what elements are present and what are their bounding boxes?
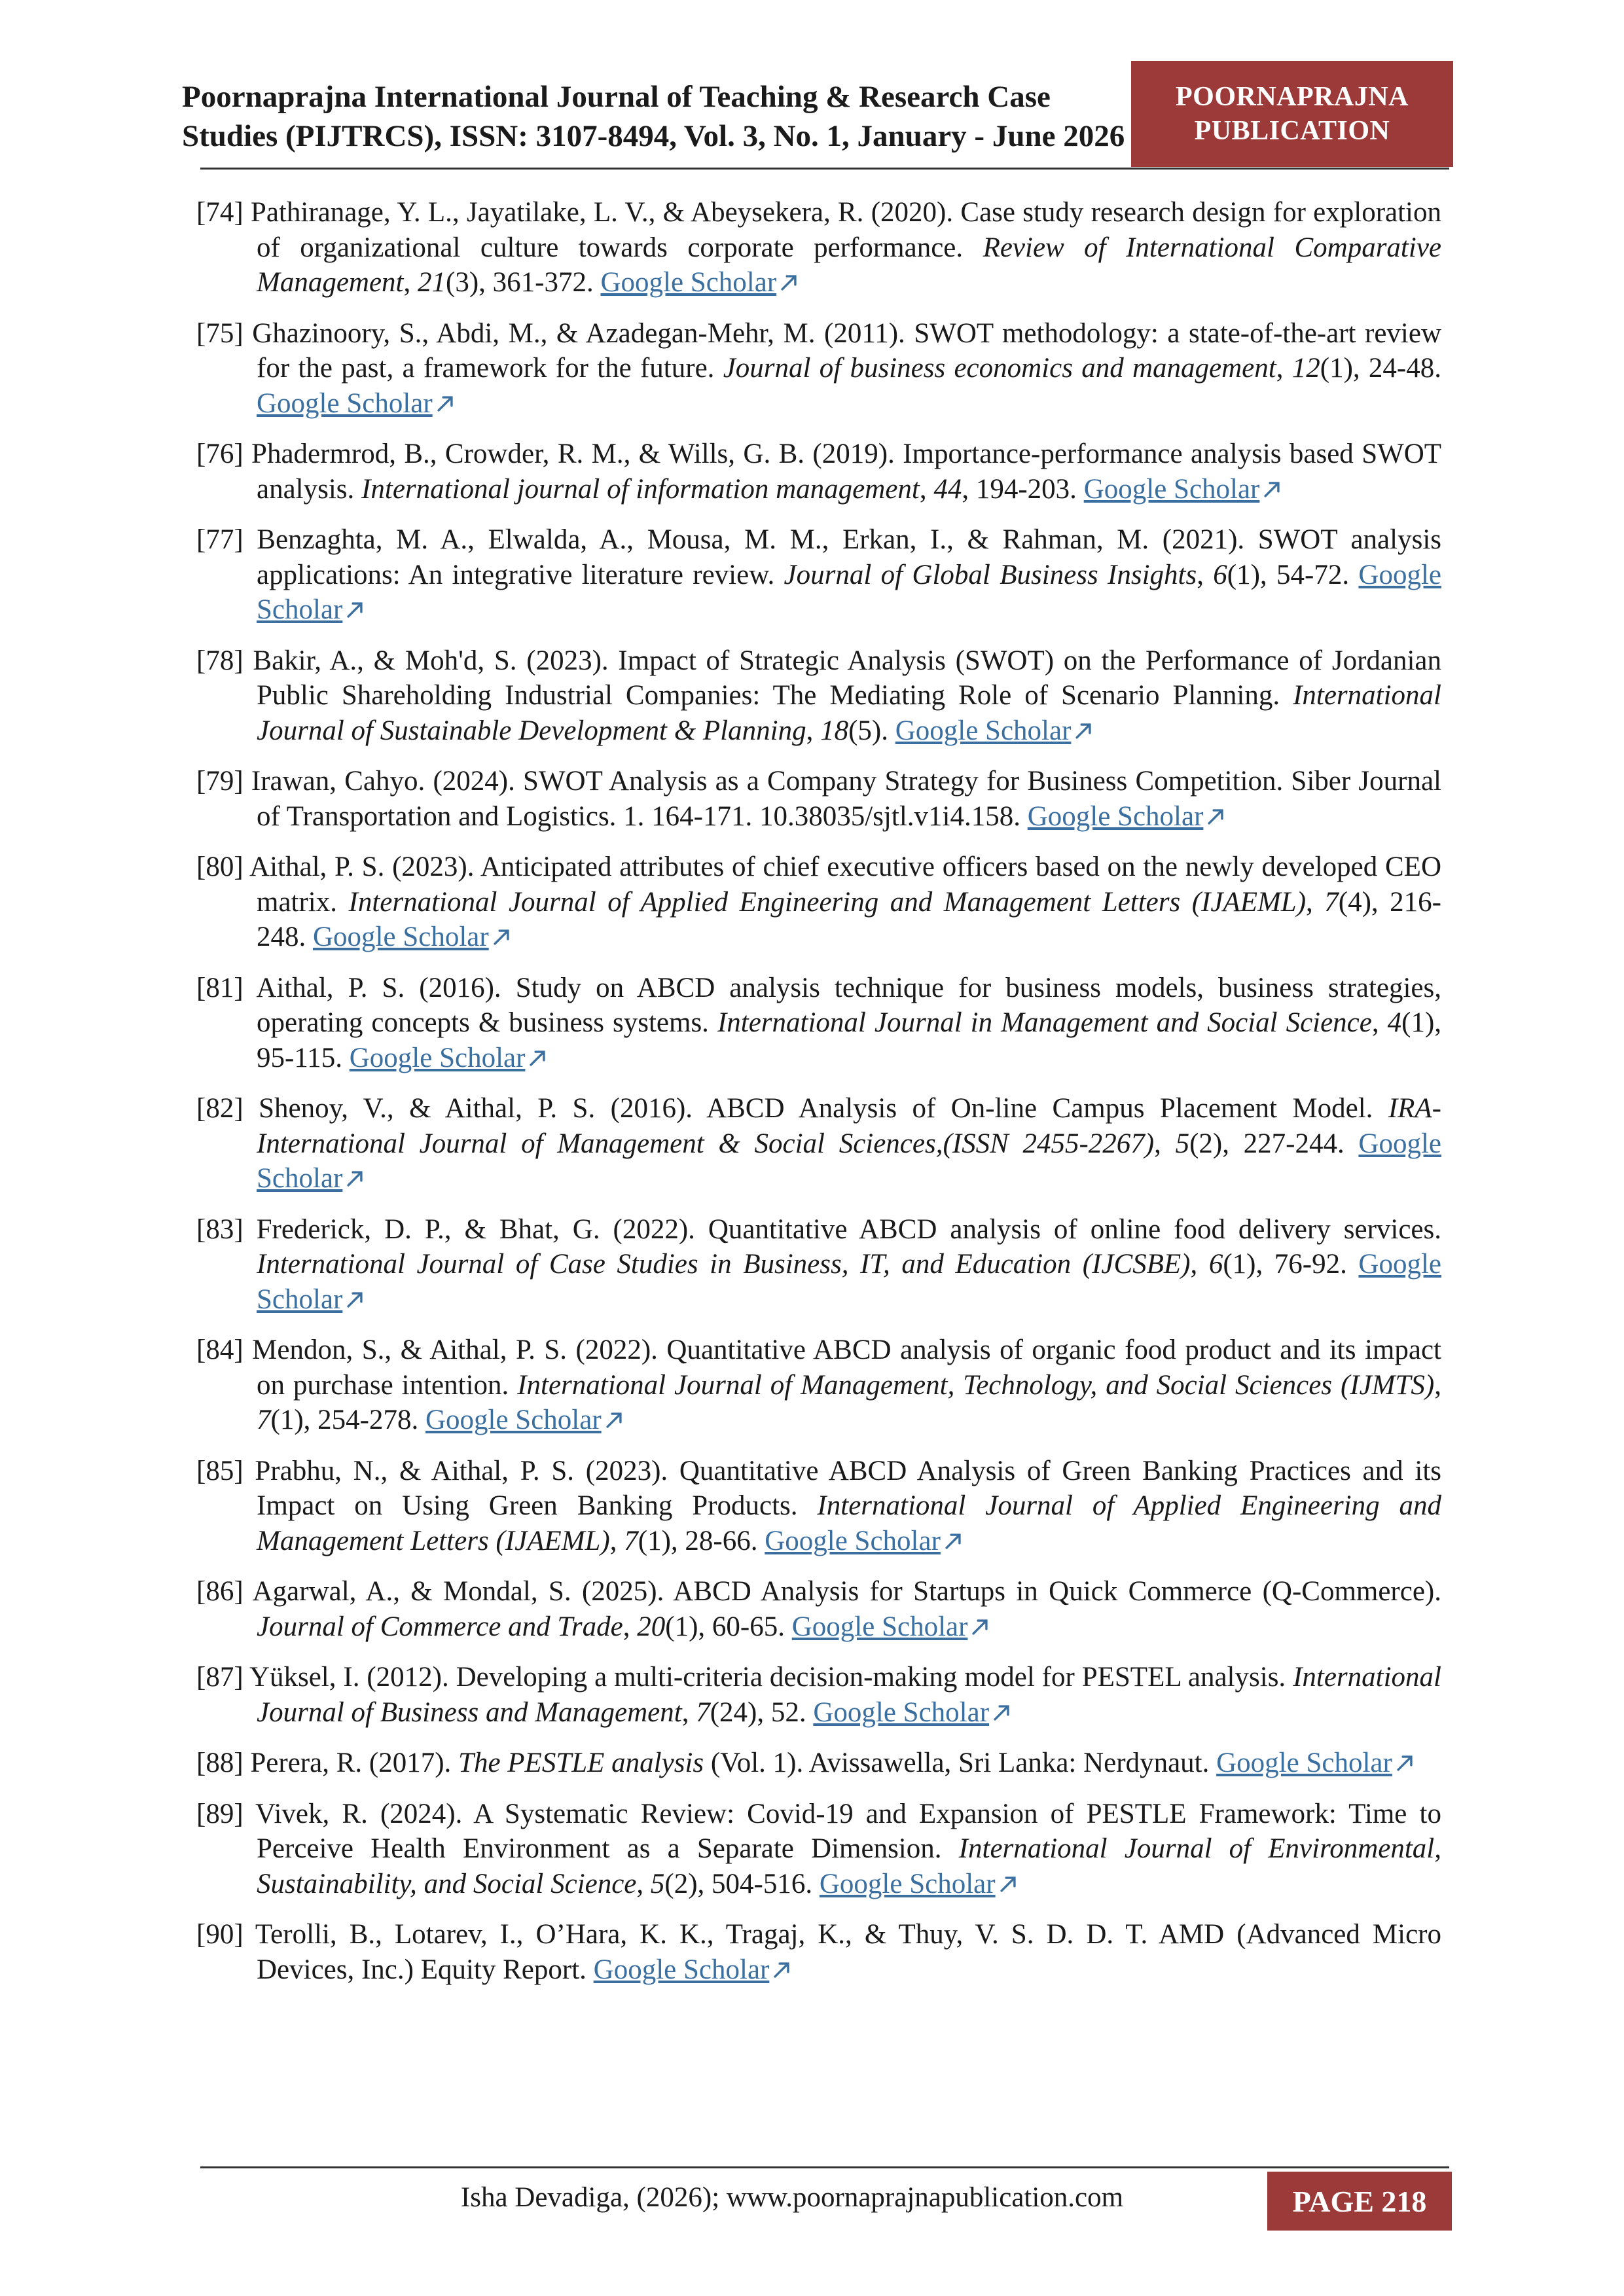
external-link-icon: [342, 1284, 366, 1315]
reference-item: [89] Vivek, R. (2024). A Systematic Review: Covid-19 and Expansion of PESTLE Framework: Time to Perceive Health Environment as a Separate Dimension. International Journal of Environmental, Sustainability, and Social Science, 5(2), 504-516. Google Scholar: [196, 1798, 1442, 1899]
google-scholar-link[interactable]: [895, 715, 1095, 746]
reference-journal: Journal of Global Business Insights: [784, 559, 1197, 590]
external-link-icon: [342, 1163, 366, 1194]
reference-number: [82]: [196, 1093, 244, 1124]
external-link-icon: [1203, 801, 1227, 832]
google-scholar-link[interactable]: [1028, 801, 1227, 832]
reference-citation: Ghazinoory, S., Abdi, M., & Azadegan-Mehr, M. (2011). SWOT methodology: a state-of-the-art review for the past, a framework for the future.: [252, 317, 1442, 384]
reference-journal: International Journal of Applied Engineering and Management Letters (IJAEML): [257, 1490, 1442, 1556]
reference-journal: International journal of information management: [361, 473, 920, 505]
external-link-icon: [1392, 1748, 1416, 1778]
reference-journal: International Journal of Case Studies in Business, IT, and Education (IJCSBE): [257, 1249, 1191, 1280]
external-link-icon: [967, 1611, 991, 1642]
reference-volume: 18: [820, 715, 849, 746]
google-scholar-label: Google Scholar: [313, 922, 489, 952]
reference-pages: (1), 60-65.: [665, 1611, 792, 1642]
google-scholar-label: Google Scholar: [257, 559, 1441, 625]
reference-item: [77] Benzaghta, M. A., Elwalda, A., Mousa, M. M., Erkan, I., & Rahman, M. (2021). SWOT analysis applications: An integrative literature review. Journal of Global Business Insights, 6(1), 54-72. Google Scholar: [196, 524, 1441, 625]
reference-pages: , 194-203.: [962, 473, 1084, 505]
reference-volume: 7: [696, 1696, 710, 1728]
reference-citation: Prabhu, N., & Aithal, P. S. (2023). Quantitative ABCD Analysis of Green Banking Practices and its Impact on Using Green Banking Products.: [255, 1455, 1441, 1521]
google-scholar-label: Google Scholar: [819, 1868, 996, 1899]
external-link-icon: [489, 922, 513, 952]
external-link-icon: [769, 1954, 793, 1985]
reference-journal: International Journal of Applied Engineering and Management Letters (IJAEML): [348, 886, 1307, 918]
external-link-icon: [1071, 715, 1094, 746]
reference-journal: International Journal of Sustainable Development & Planning: [257, 680, 1441, 746]
google-scholar-link[interactable]: [1216, 1748, 1416, 1778]
footer-divider: [200, 2166, 1449, 2168]
google-scholar-label: Google Scholar: [765, 1525, 941, 1556]
reference-citation: Irawan, Cahyo. (2024). SWOT Analysis as a Company Strategy for Business Competition. Siber Journal of Transportation and Logistics. 1. 164-171. 10.38035/sjtl.v1i4.158.: [251, 766, 1442, 832]
page-number-badge: PAGE 218: [1267, 2172, 1452, 2231]
reference-number: [83]: [196, 1213, 244, 1245]
reference-journal: IRA-International Journal of Management & Social Sciences,(ISSN 2455-2267): [257, 1093, 1441, 1159]
reference-item: [74] Pathiranage, Y. L., Jayatilake, L. V., & Abeysekera, R. (2020). Case study research design for exploration of organizational culture towards corporate performance. Review of International Comparative Management, 21(3), 361-372. Google Scholar: [196, 197, 1441, 298]
reference-pages: (3), 361-372.: [446, 267, 601, 298]
google-scholar-label: Google Scholar: [257, 1249, 1442, 1315]
reference-journal: International Journal of Management, Technology, and Social Sciences (IJMTS): [517, 1369, 1435, 1401]
reference-number: [74]: [196, 197, 244, 228]
reference-journal: International Journal in Management and Social Science: [717, 1007, 1372, 1038]
reference-number: [79]: [196, 766, 244, 797]
google-scholar-label: Google Scholar: [813, 1696, 990, 1728]
reference-item: [82] Shenoy, V., & Aithal, P. S. (2016). ABCD Analysis of On-line Campus Placement Model. IRA-International Journal of Management & Social Sciences,(ISSN 2455-2267), 5(2), 227-244. Google Scholar: [196, 1093, 1441, 1194]
reference-citation: Aithal, P. S. (2016). Study on ABCD analysis technique for business models, business strategies, operating concepts & business systems.: [256, 972, 1441, 1038]
reference-pages: (5).: [848, 715, 895, 746]
google-scholar-label: Google Scholar: [593, 1954, 770, 1985]
reference-volume: 7: [1324, 886, 1339, 918]
reference-journal: Review of International Comparative Management: [257, 232, 1441, 298]
reference-number: [85]: [196, 1455, 244, 1486]
reference-item: [86] Agarwal, A., & Mondal, S. (2025). ABCD Analysis for Startups in Quick Commerce (Q-Commerce). Journal of Commerce and Trade, 20(1), 60-65. Google Scholar: [196, 1576, 1441, 1642]
page-header: [0, 0, 1624, 170]
google-scholar-link[interactable]: [594, 1954, 793, 1985]
external-link-icon: [776, 267, 800, 298]
reference-number: [88]: [196, 1748, 244, 1778]
journal-title-line-1: Poornaprajna International Journal of Teaching & Research Case: [182, 80, 1051, 114]
reference-journal: International Journal of Environmental, Sustainability, and Social Science: [257, 1833, 1442, 1899]
reference-number: [86]: [196, 1576, 244, 1607]
reference-item: [83] Frederick, D. P., & Bhat, G. (2022). Quantitative ABCD analysis of online food delivery services. International Journal of Case Studies in Business, IT, and Education (IJCSBE), 6(1), 76-92. Google Scholar: [196, 1213, 1442, 1315]
reference-list: [196, 195, 1441, 2003]
reference-pages: (1), 28-66.: [638, 1525, 765, 1556]
reference-number: [81]: [196, 972, 244, 1003]
reference-citation: Shenoy, V., & Aithal, P. S. (2016). ABCD Analysis of On-line Campus Placement Model.: [259, 1093, 1388, 1124]
external-link-icon: [433, 388, 456, 419]
reference-number: [76]: [196, 439, 244, 469]
reference-citation: Frederick, D. P., & Bhat, G. (2022). Quantitative ABCD analysis of online food delivery services.: [256, 1213, 1441, 1245]
publisher-badge: [1131, 61, 1453, 167]
external-link-icon: [602, 1405, 625, 1435]
reference-citation: Terolli, B., Lotarev, I., O’Hara, K. K., Tragaj, K., & Thuy, V. S. D. D. T. AMD (Advanced Micro Devices, Inc.) Equity Report.: [255, 1919, 1441, 1985]
external-link-icon: [525, 1043, 549, 1073]
google-scholar-link[interactable]: [765, 1526, 964, 1556]
publisher-badge-line-1: POORNAPRAJNA: [1176, 82, 1409, 112]
reference-item: [196, 764, 1441, 834]
reference-citation: Pathiranage, Y. L., Jayatilake, L. V., & Abeysekera, R. (2020). Case study research design for exploration of organizational culture towards corporate performance.: [250, 197, 1441, 263]
reference-number: [84]: [196, 1335, 244, 1365]
reference-citation: Perera, R. (2017).: [250, 1748, 459, 1778]
reference-citation: Bakir, A., & Moh'd, S. (2023). Impact of Strategic Analysis (SWOT) on the Performance of Jordanian Public Shareholding Industrial Companies: The Mediating Role of Scenario Planning.: [253, 645, 1442, 711]
google-scholar-link[interactable]: [600, 267, 800, 298]
external-link-icon: [941, 1526, 964, 1556]
reference-pages: (4), 216-248.: [257, 886, 1441, 952]
reference-volume: 12: [1291, 353, 1320, 384]
reference-pages: (1), 76-92.: [1223, 1249, 1359, 1280]
reference-pages: (1), 254-278.: [270, 1405, 425, 1435]
reference-item: [87] Yüksel, I. (2012). Developing a multi-criteria decision-making model for PESTEL analysis. International Journal of Business and Management, 7(24), 52. Google Scholar: [196, 1662, 1441, 1728]
reference-volume: 20: [637, 1611, 666, 1642]
reference-pages: (Vol. 1). Avissawella, Sri Lanka: Nerdynaut.: [704, 1748, 1217, 1778]
external-link-icon: [996, 1869, 1019, 1899]
reference-citation: Mendon, S., & Aithal, P. S. (2022). Quantitative ABCD analysis of organic food product and its impact on purchase intention.: [252, 1335, 1441, 1401]
reference-citation: Vivek, R. (2024). A Systematic Review: Covid-19 and Expansion of PESTLE Framework: Time to Perceive Health Environment as a Separate Dimension.: [255, 1798, 1441, 1864]
google-scholar-label: Google Scholar: [349, 1042, 526, 1073]
reference-journal: International Journal of Business and Management: [257, 1662, 1441, 1728]
reference-volume: 44: [933, 473, 962, 505]
journal-title: [182, 77, 1131, 156]
reference-item: [81] Aithal, P. S. (2016). Study on ABCD analysis technique for business models, business strategies, operating concepts & business systems. International Journal in Management and Social Science, 4(1), 95-115. Google Scholar: [196, 972, 1442, 1073]
reference-item: [196, 1917, 1441, 1987]
reference-item: [84] Mendon, S., & Aithal, P. S. (2022). Quantitative ABCD analysis of organic food product and its impact on purchase intention. International Journal of Management, Technology, and Social Sciences (IJMTS), 7(1), 254-278. Google Scholar: [196, 1335, 1441, 1435]
reference-pages: (1), 24-48.: [1320, 353, 1441, 384]
reference-journal: The PESTLE analysis: [458, 1748, 704, 1778]
journal-title-line-2: Studies (PIJTRCS), ISSN: 3107-8494, Vol. 3, No. 1, January - June 2026: [182, 119, 1125, 153]
reference-item: [75] Ghazinoory, S., Abdi, M., & Azadegan-Mehr, M. (2011). SWOT methodology: a state-of-the-art review for the past, a framework for the future. Journal of business economics and management, 12(1), 24-48. Google Scholar: [196, 317, 1442, 419]
reference-number: [77]: [196, 524, 244, 555]
reference-pages: (1), 95-115.: [257, 1007, 1442, 1073]
reference-volume: 6: [1208, 1249, 1223, 1280]
external-link-icon: [989, 1697, 1013, 1728]
reference-number: [80]: [196, 852, 244, 882]
publisher-badge-line-2: PUBLICATION: [1194, 116, 1390, 146]
reference-volume: 5: [650, 1868, 665, 1899]
reference-citation: Yüksel, I. (2012). Developing a multi-criteria decision-making model for PESTEL analysis.: [249, 1662, 1293, 1693]
reference-item: [80] Aithal, P. S. (2023). Anticipated attributes of chief executive officers based on the newly developed CEO matrix. International Journal of Applied Engineering and Management Letters (IJAEML), 7(4), 216-248. Google Scholar: [196, 852, 1441, 952]
reference-volume: 7: [624, 1525, 638, 1556]
header-divider: [200, 168, 1449, 170]
reference-number: [90]: [196, 1919, 244, 1950]
reference-journal: Journal of Commerce and Trade: [257, 1611, 623, 1642]
google-scholar-link[interactable]: [257, 388, 456, 419]
reference-volume: 6: [1213, 559, 1227, 590]
reference-volume: 7: [257, 1405, 271, 1435]
google-scholar-link[interactable]: [1084, 474, 1284, 505]
reference-citation: Benzaghta, M. A., Elwalda, A., Mousa, M. M., Erkan, I., & Rahman, M. (2021). SWOT analysis applications: An integrative literature review.: [257, 524, 1441, 590]
google-scholar-label: Google Scholar: [1083, 473, 1260, 505]
reference-volume: 4: [1387, 1007, 1402, 1038]
reference-number: [75]: [196, 317, 244, 349]
google-scholar-link[interactable]: [313, 922, 513, 952]
google-scholar-label: Google Scholar: [791, 1611, 968, 1642]
external-link-icon: [1259, 474, 1283, 505]
reference-item: [196, 1746, 1441, 1781]
reference-pages: (2), 227-244.: [1189, 1128, 1359, 1159]
reference-item: [76] Phadermrod, B., Crowder, R. M., & Wills, G. B. (2019). Importance-performance analysis based SWOT analysis. International journal of information management, 44, 194-203. Google Scholar: [196, 439, 1442, 505]
reference-pages: (1), 54-72.: [1227, 559, 1359, 590]
google-scholar-link[interactable]: [820, 1869, 1019, 1899]
google-scholar-link[interactable]: [792, 1611, 992, 1642]
reference-volume: 5: [1175, 1128, 1190, 1159]
google-scholar-label: Google Scholar: [257, 387, 433, 419]
reference-item: [78] Bakir, A., & Moh'd, S. (2023). Impact of Strategic Analysis (SWOT) on the Performance of Jordanian Public Shareholding Industrial Companies: The Mediating Role of Scenario Planning. International Journal of Sustainable Development & Planning, 18(5). Google Scholar: [196, 645, 1442, 746]
reference-citation: Aithal, P. S. (2023). Anticipated attributes of chief executive officers based on the newly developed CEO matrix.: [249, 852, 1441, 918]
google-scholar-label: Google Scholar: [600, 267, 777, 298]
google-scholar-label: Google Scholar: [1216, 1748, 1392, 1778]
google-scholar-label: Google Scholar: [1027, 800, 1204, 832]
reference-pages: (2), 504-516.: [664, 1868, 820, 1899]
reference-item: [85] Prabhu, N., & Aithal, P. S. (2023). Quantitative ABCD Analysis of Green Banking Practices and its Impact on Using Green Banking Products. International Journal of Applied Engineering and Management Letters (IJAEML), 7(1), 28-66. Google Scholar: [196, 1455, 1442, 1556]
google-scholar-link[interactable]: [813, 1697, 1013, 1728]
external-link-icon: [342, 594, 366, 625]
google-scholar-link[interactable]: [425, 1405, 625, 1435]
reference-journal: Journal of business economics and management: [723, 353, 1276, 384]
reference-volume: 21: [418, 267, 446, 298]
reference-citation: Phadermrod, B., Crowder, R. M., & Wills, G. B. (2019). Importance-performance analysis based SWOT analysis.: [251, 439, 1442, 505]
google-scholar-link[interactable]: [350, 1043, 549, 1073]
reference-number: [78]: [196, 645, 244, 676]
google-scholar-label: Google Scholar: [257, 1128, 1441, 1194]
reference-pages: (24), 52.: [710, 1696, 814, 1728]
google-scholar-label: Google Scholar: [425, 1405, 602, 1435]
reference-number: [87]: [196, 1662, 244, 1693]
reference-number: [89]: [196, 1798, 244, 1829]
reference-citation: Agarwal, A., & Mondal, S. (2025). ABCD Analysis for Startups in Quick Commerce (Q-Commerce).: [252, 1576, 1441, 1607]
footer-citation: Isha Devadiga, (2026); www.poornaprajnapublication.com: [460, 2182, 1124, 2213]
google-scholar-label: Google Scholar: [895, 715, 1072, 746]
